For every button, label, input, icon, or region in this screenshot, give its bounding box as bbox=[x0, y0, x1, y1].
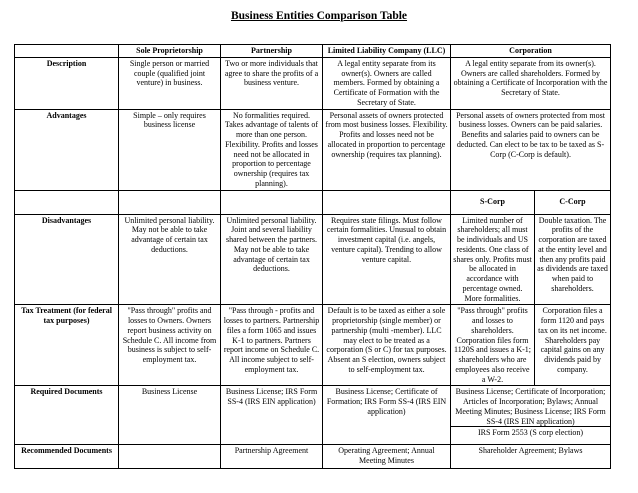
cell-tax-partnership: "Pass through - profits and losses to partners. Partnership files a form 1065 and issues K-1 to partners. Partners report income on Schedule C. All income subject to self-employment tax. bbox=[221, 305, 323, 386]
page-title: Business Entities Comparison Table bbox=[230, 10, 408, 22]
cell-disadvantages-sole: Unlimited personal liability. May not be able to take advantage of certain tax deductions. bbox=[119, 214, 221, 305]
header-llc: Limited Liability Company (LLC) bbox=[323, 45, 451, 58]
header-s-corp: S-Corp bbox=[451, 190, 535, 214]
spacer-4 bbox=[323, 190, 451, 214]
row-tax-treatment bbox=[15, 305, 611, 386]
cell-disadvantages-s-corp: Limited number of shareholders; all must be individuals and US residents. One class of shares only. Profits must be allocated in accordance with percentage owned. More formalities. bbox=[451, 214, 535, 305]
row-recommended-documents bbox=[15, 445, 611, 469]
cell-required-sole: Business License bbox=[119, 386, 221, 445]
spacer-1 bbox=[15, 190, 119, 214]
cell-recommended-partnership: Partnership Agreement bbox=[221, 445, 323, 469]
cell-disadvantages-partnership: Unlimited personal liability. Joint and several liability shared between the partners. May not be able to take advantage of certain tax deductions. bbox=[221, 214, 323, 305]
required-s-corp-election: IRS Form 2553 (S corp election) bbox=[451, 426, 610, 438]
required-corporation-text: Business License; Certificate of Incorporation; Articles of Incorporation; Bylaws; Annual Meeting Minutes; Business License; IRS Form SS-4 (IRS EIN application) bbox=[455, 387, 606, 426]
row-advantages bbox=[15, 109, 611, 190]
cell-description-corporation: A legal entity separate from its owner(s). Owners are called shareholders. Formed by obtaining a Certificate of Incorporation with the Secretary of State. bbox=[451, 57, 611, 109]
row-label-recommended: Recommended Documents bbox=[15, 445, 119, 469]
spacer-2 bbox=[119, 190, 221, 214]
row-label-tax: Tax Treatment (for federal tax purposes) bbox=[15, 305, 119, 386]
cell-tax-s-corp: "Pass through" profits and losses to shareholders. Corporation files form 1120S and issues a K-1; shareholders who are employees also receive a W-2. bbox=[451, 305, 535, 386]
cell-description-sole: Single person or married couple (qualified joint venture) in business. bbox=[119, 57, 221, 109]
cell-recommended-corporation: Shareholder Agreement; Bylaws bbox=[451, 445, 611, 469]
header-c-corp: C-Corp bbox=[535, 190, 611, 214]
row-corp-subheader bbox=[15, 190, 611, 214]
row-description bbox=[15, 57, 611, 109]
row-label-required: Required Documents bbox=[15, 386, 119, 445]
row-required-documents bbox=[15, 386, 611, 445]
corner-header bbox=[15, 45, 119, 58]
spacer-3 bbox=[221, 190, 323, 214]
cell-description-partnership: Two or more individuals that agree to share the profits of a business venture. bbox=[221, 57, 323, 109]
cell-tax-c-corp: Corporation files a form 1120 and pays tax on its net income. Shareholders pay capital gains on any dividends paid by company. bbox=[535, 305, 611, 386]
cell-recommended-llc: Operating Agreement; Annual Meeting Minutes bbox=[323, 445, 451, 469]
cell-tax-llc: Default is to be taxed as either a sole proprietorship (single member) or partnership (multi -member). LLC may elect to be treated as a corporation (S or C) for tax purposes. Absent an S election, owners subject to self-employment tax. bbox=[323, 305, 451, 386]
cell-advantages-partnership: No formalities required. Takes advantage of talents of more than one person. Flexibility. Profits and losses need not be allocated in proportion to percentage ownership (requires tax planning). bbox=[221, 109, 323, 190]
cell-required-llc: Business License; Certificate of Formation; IRS Form SS-4 (IRS EIN application) bbox=[323, 386, 451, 445]
row-label-disadvantages: Disadvantages bbox=[15, 214, 119, 305]
row-label-description: Description bbox=[15, 57, 119, 109]
cell-description-llc: A legal entity separate from its owner(s). Owners are called members. Formed by obtaining a Certificate of Formation with the Secretary of State. bbox=[323, 57, 451, 109]
cell-required-partnership: Business License; IRS Form SS-4 (IRS EIN application) bbox=[221, 386, 323, 445]
cell-advantages-sole: Simple – only requires business license bbox=[119, 109, 221, 190]
cell-advantages-llc: Personal assets of owners protected from most business losses. Flexibility. Profits and losses need not be allocated in proportion to percentage ownership (requires tax planning). bbox=[323, 109, 451, 190]
header-row bbox=[15, 45, 611, 58]
header-corporation: Corporation bbox=[451, 45, 611, 58]
row-disadvantages bbox=[15, 214, 611, 305]
cell-disadvantages-llc: Requires state filings. Must follow certain formalities. Unusual to obtain investment capital (i.e. angels, venture capital). Trending to allow venture capital. bbox=[323, 214, 451, 305]
cell-required-corporation bbox=[451, 386, 611, 445]
comparison-table bbox=[14, 44, 611, 469]
row-label-advantages: Advantages bbox=[15, 109, 119, 190]
cell-disadvantages-c-corp: Double taxation. The profits of the corporation are taxed at the entity level and then any profits paid as dividends are taxed when paid to shareholders. bbox=[535, 214, 611, 305]
cell-recommended-sole bbox=[119, 445, 221, 469]
header-partnership: Partnership bbox=[221, 45, 323, 58]
header-sole: Sole Proprietorship bbox=[119, 45, 221, 58]
cell-tax-sole: "Pass through" profits and losses to Owners. Owners report business activity on Schedule C. All income from business is subject to self-employment tax. bbox=[119, 305, 221, 386]
cell-advantages-corporation: Personal assets of owners protected from most business losses. Owners can be paid salaries. Benefits and salaries paid to owners can be deducted. Can elect to be tax to be taxed as S- Corp (C-Corp is default). bbox=[451, 109, 611, 190]
